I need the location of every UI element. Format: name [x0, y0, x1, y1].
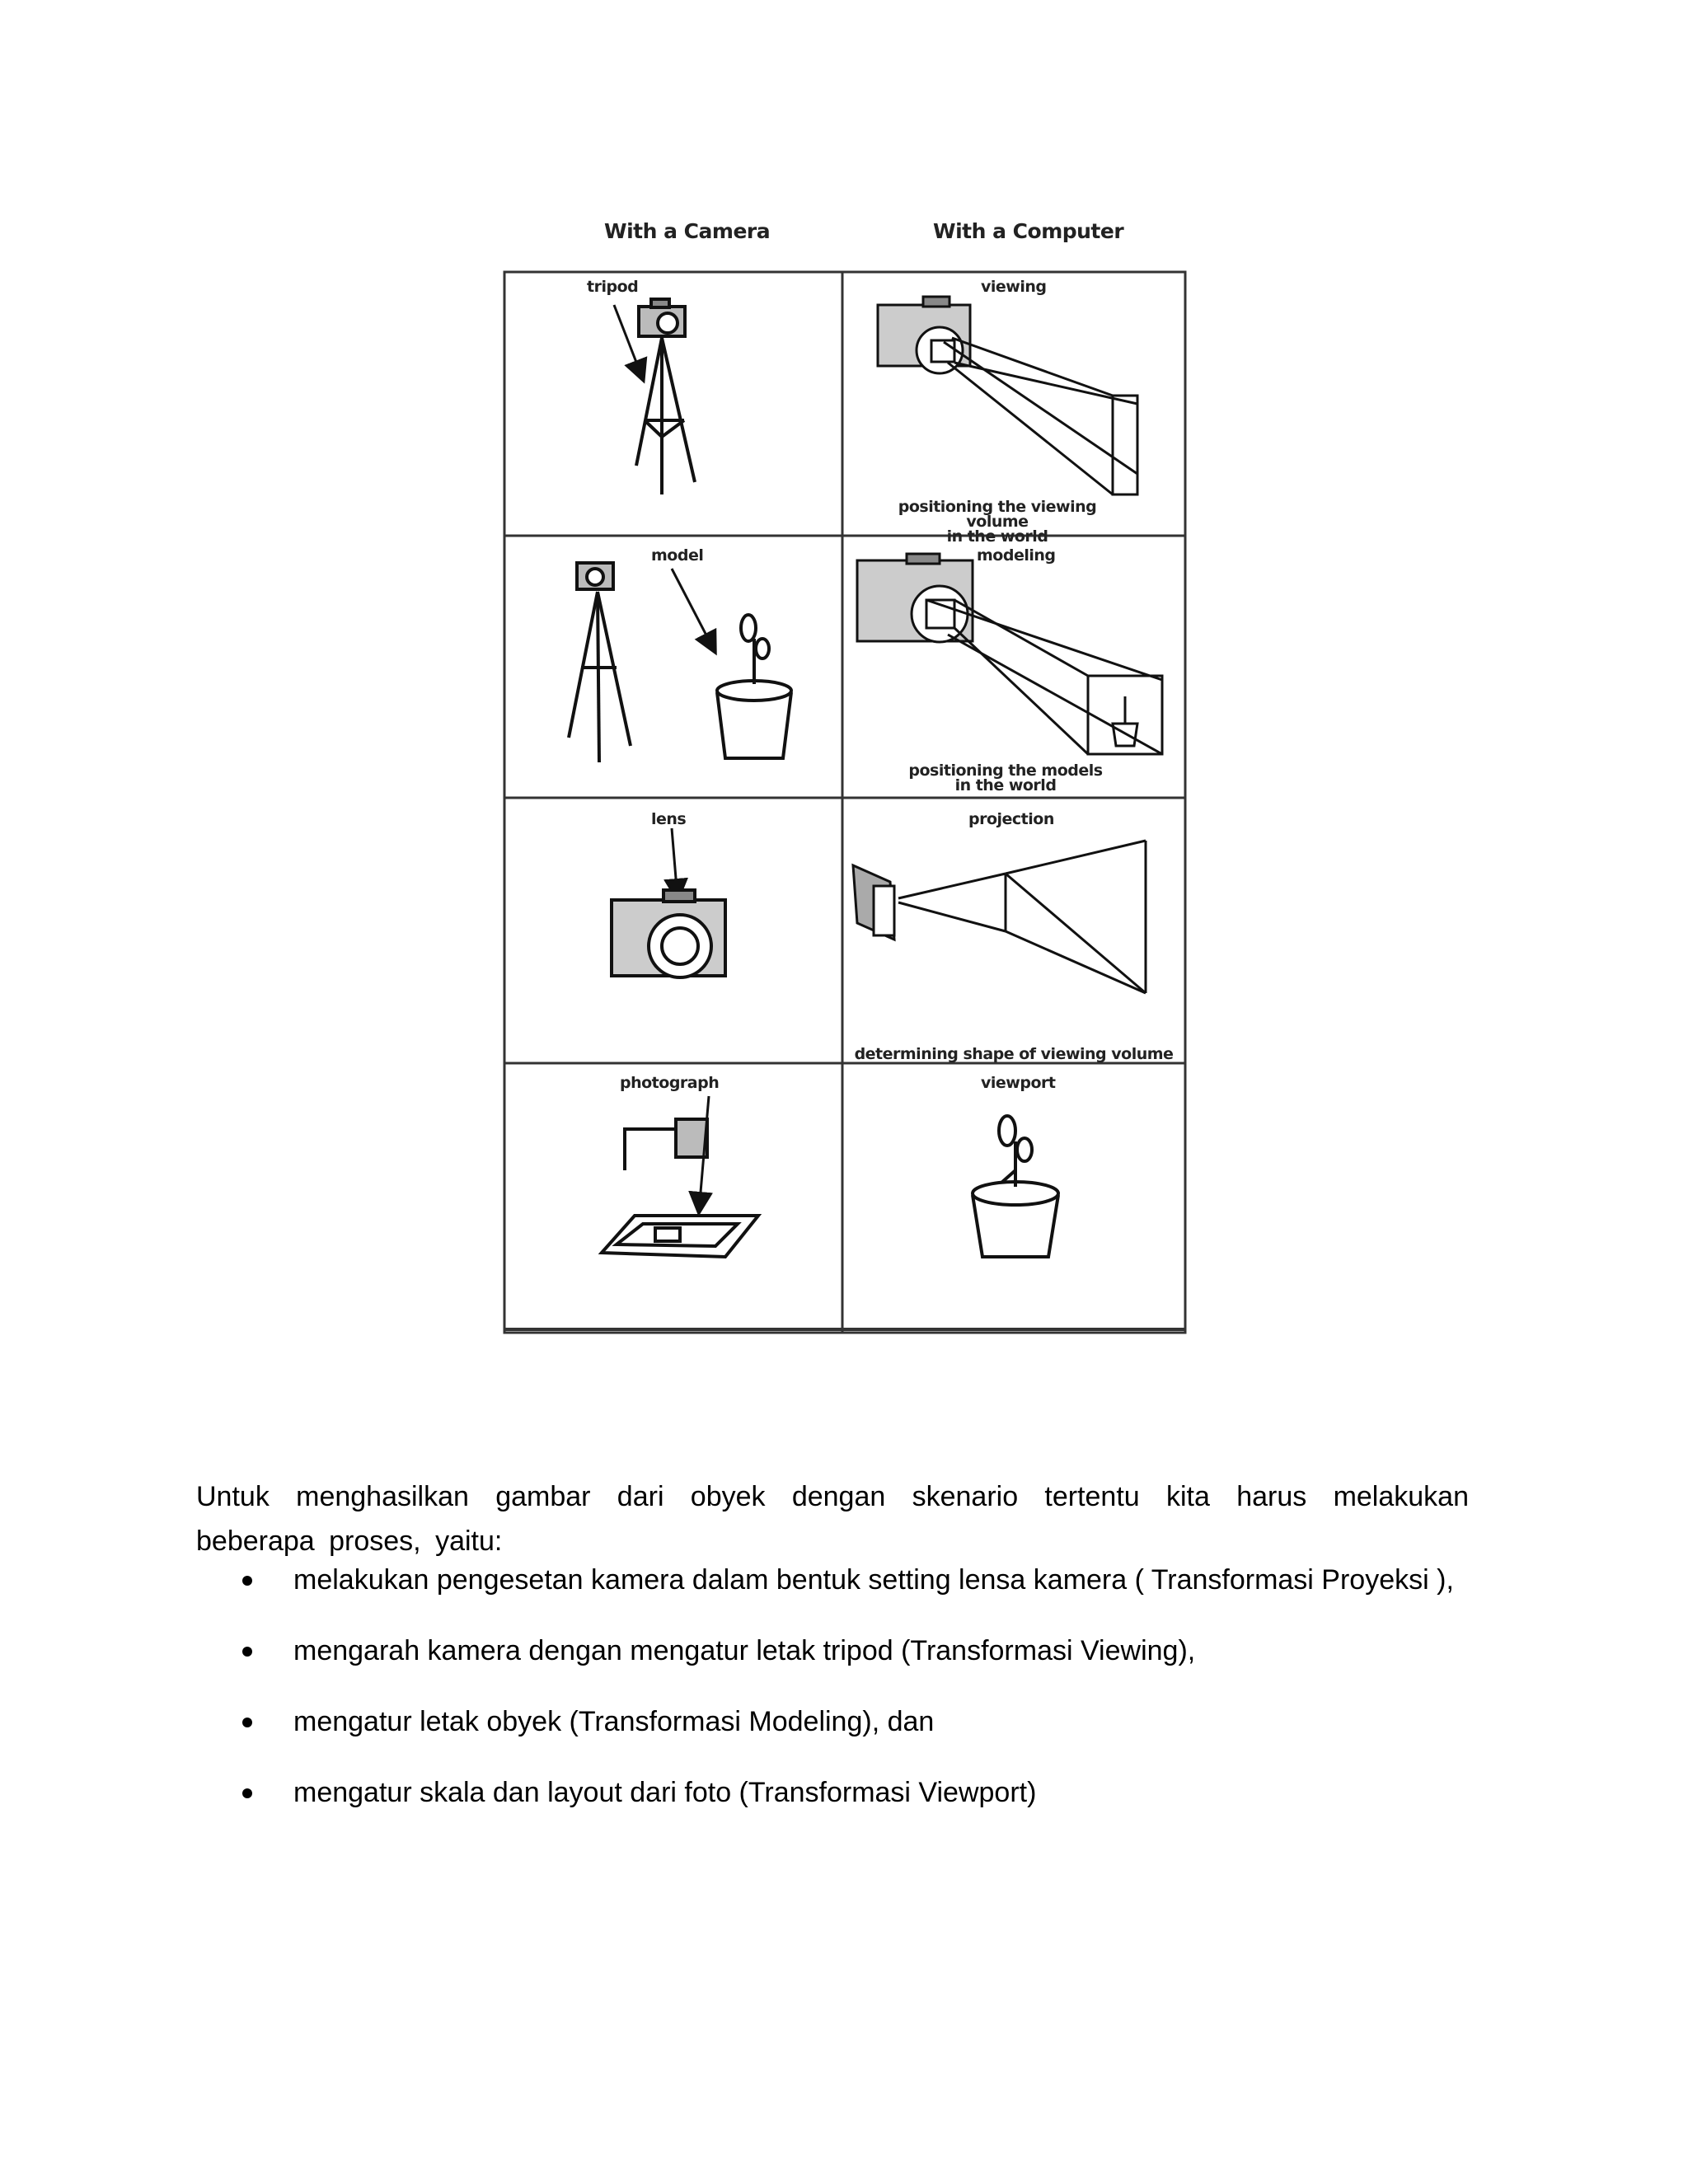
list-item [196, 1629, 1515, 1699]
column-header-camera: With a Camera [604, 219, 771, 243]
bullet-icon [242, 1788, 252, 1798]
label-viewport: viewport [981, 1074, 1056, 1092]
bullet-icon [242, 1718, 252, 1727]
list-item-text: mengatur skala dan layout dari foto (Transformasi Viewport) [293, 1777, 1037, 1808]
list-item [196, 1558, 1515, 1629]
label-viewing: viewing [981, 278, 1047, 296]
bullet-icon [242, 1647, 252, 1657]
intro-paragraph: Untuk menghasilkan gambar dari obyek dengan skenario tertentu kita harus melakukan beberapa proses, yaitu: [196, 1481, 1469, 1557]
caption-projection: determining shape of viewing volume [854, 1045, 1174, 1063]
list-item-text: melakukan pengesetan kamera dalam bentuk setting lensa kamera ( Transformasi Proyeksi ), [293, 1564, 1454, 1596]
grid-lines [504, 272, 1185, 1333]
label-photograph: photograph [620, 1074, 720, 1092]
column-header-computer: With a Computer [933, 219, 1124, 243]
camera-on-tripod-icon [636, 299, 695, 494]
caption-modeling: positioning the models in the world [908, 762, 1103, 794]
caption-viewing: positioning the viewing volume in the world [898, 498, 1097, 546]
list-item-text: mengarah kamera dengan mengatur letak tripod (Transformasi Viewing), [293, 1635, 1196, 1666]
photo-enlarger-icon [602, 1119, 758, 1257]
modeling-frustum-icon [857, 554, 1162, 754]
flower-pot-icon [973, 1116, 1058, 1257]
projection-frustum-icon [853, 841, 1146, 993]
flower-pot-icon [717, 615, 791, 758]
list-item-text: mengatur letak obyek (Transformasi Modeling), dan [293, 1706, 935, 1737]
label-projection: projection [968, 810, 1054, 828]
arrow-icon [672, 828, 678, 898]
label-tripod: tripod [587, 278, 639, 296]
label-lens: lens [651, 810, 687, 828]
list-item [196, 1699, 1515, 1770]
label-model: model [651, 546, 704, 565]
label-modeling: modeling [977, 546, 1056, 565]
tripod-icon [569, 563, 631, 762]
arrow-icon [672, 569, 715, 651]
process-list [196, 1558, 1515, 1841]
list-item [196, 1770, 1515, 1841]
bullet-icon [242, 1576, 252, 1586]
camera-icon [612, 890, 725, 977]
viewing-frustum-icon [878, 297, 1137, 494]
